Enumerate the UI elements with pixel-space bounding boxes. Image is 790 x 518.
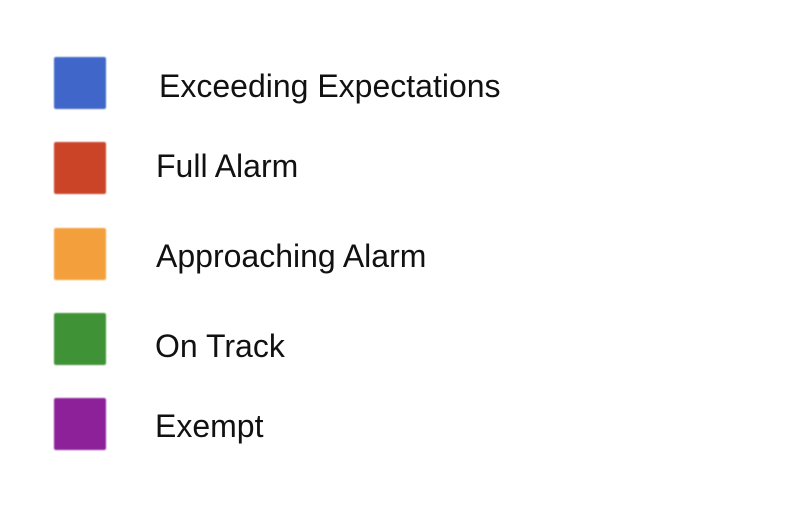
legend-label-on-track: On Track (155, 328, 285, 364)
legend-label-approaching-alarm: Approaching Alarm (156, 238, 427, 274)
orange-swatch-icon (54, 228, 106, 280)
blue-swatch-icon (54, 57, 106, 109)
green-swatch-icon (54, 313, 106, 365)
purple-swatch-icon (54, 398, 106, 450)
legend-label-full-alarm: Full Alarm (156, 148, 299, 184)
legend-label-exceeding-expectations: Exceeding Expectations (159, 68, 501, 104)
red-swatch-icon (54, 142, 106, 194)
legend-label-exempt: Exempt (155, 408, 264, 444)
